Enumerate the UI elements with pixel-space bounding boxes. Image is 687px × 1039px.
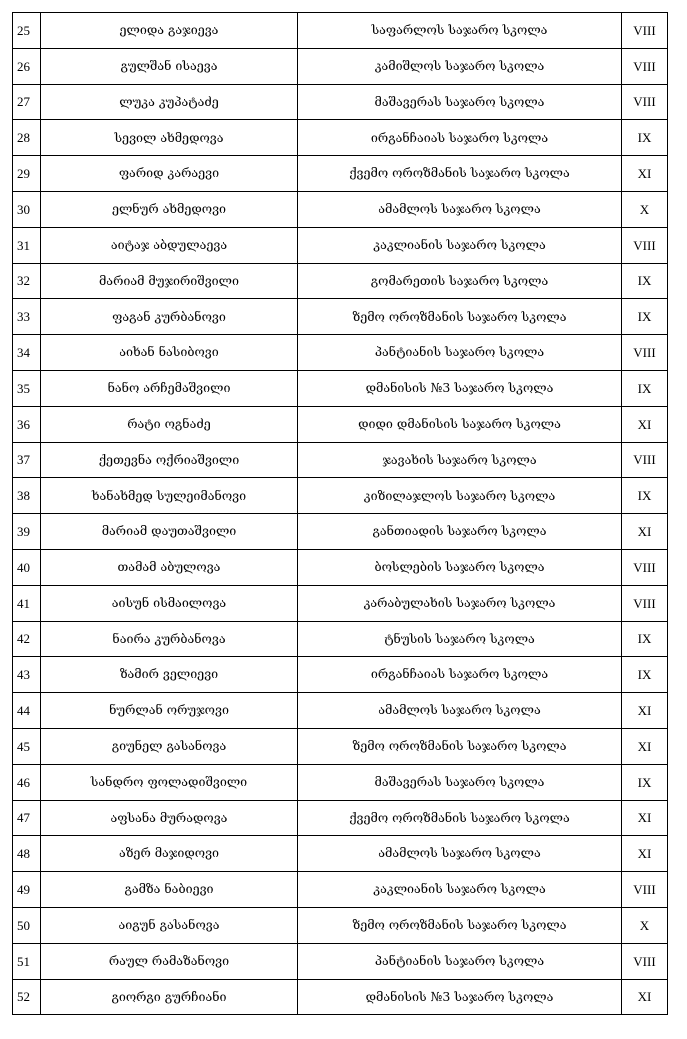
table-row <box>13 728 668 764</box>
row-number-cell: 33 <box>13 299 41 335</box>
grade-cell: XI <box>622 406 668 442</box>
student-name-cell: ქეთევნა ოქრიაშვილი <box>41 442 298 478</box>
table-row <box>13 335 668 371</box>
grade-cell: IX <box>622 299 668 335</box>
grade-cell: X <box>622 907 668 943</box>
grade-cell: VIII <box>622 442 668 478</box>
table-row <box>13 836 668 872</box>
table-row <box>13 370 668 406</box>
school-name-cell: კაკლიანის საჯარო სკოლა <box>298 872 622 908</box>
school-name-cell: მაშავერას საჯარო სკოლა <box>298 84 622 120</box>
student-name-cell: მარიამ მუჯირიშვილი <box>41 263 298 299</box>
row-number-cell: 40 <box>13 549 41 585</box>
row-number-cell: 43 <box>13 657 41 693</box>
student-name-cell: თამამ აბულოვა <box>41 549 298 585</box>
student-name-cell: გამზა ნაბიევი <box>41 872 298 908</box>
school-name-cell: ქვემო ოროზმანის საჯარო სკოლა <box>298 156 622 192</box>
school-name-cell: პანტიანის საჯარო სკოლა <box>298 943 622 979</box>
student-name-cell: მარიამ დაუთაშვილი <box>41 514 298 550</box>
student-name-cell: რატი ოგნაძე <box>41 406 298 442</box>
student-name-cell: ხანახმედ სულეიმანოვი <box>41 478 298 514</box>
school-name-cell: გომარეთის საჯარო სკოლა <box>298 263 622 299</box>
student-name-cell: რაულ რამაზანოვი <box>41 943 298 979</box>
table-row <box>13 478 668 514</box>
table-row <box>13 621 668 657</box>
grade-cell: VIII <box>622 227 668 263</box>
row-number-cell: 34 <box>13 335 41 371</box>
student-name-cell: გიორგი გურჩიანი <box>41 979 298 1015</box>
student-name-cell: აფსანა მურადოვა <box>41 800 298 836</box>
school-name-cell: ირგანჩაიას საჯარო სკოლა <box>298 657 622 693</box>
grade-cell: XI <box>622 836 668 872</box>
school-name-cell: ამამლოს საჯარო სკოლა <box>298 836 622 872</box>
grade-cell: VIII <box>622 585 668 621</box>
table-row <box>13 442 668 478</box>
row-number-cell: 26 <box>13 48 41 84</box>
student-name-cell: გიუნელ გასანოვა <box>41 728 298 764</box>
student-list-page <box>12 12 668 1015</box>
school-name-cell: საფარლოს საჯარო სკოლა <box>298 13 622 49</box>
row-number-cell: 29 <box>13 156 41 192</box>
school-name-cell: ზემო ოროზმანის საჯარო სკოლა <box>298 907 622 943</box>
student-name-cell: ნაირა კურბანოვა <box>41 621 298 657</box>
school-name-cell: ჯავახის საჯარო სკოლა <box>298 442 622 478</box>
row-number-cell: 32 <box>13 263 41 299</box>
student-name-cell: ნურლან ორუჯოვი <box>41 693 298 729</box>
school-name-cell: პანტიანის საჯარო სკოლა <box>298 335 622 371</box>
table-row <box>13 120 668 156</box>
school-name-cell: დმანისის №3 საჯარო სკოლა <box>298 370 622 406</box>
student-name-cell: აიტაჯ აბდულაევა <box>41 227 298 263</box>
student-name-cell: აიგუნ გასანოვა <box>41 907 298 943</box>
row-number-cell: 27 <box>13 84 41 120</box>
table-row <box>13 13 668 49</box>
table-row <box>13 48 668 84</box>
table-row <box>13 872 668 908</box>
table-row <box>13 84 668 120</box>
student-name-cell: გულშან ისაევა <box>41 48 298 84</box>
row-number-cell: 39 <box>13 514 41 550</box>
row-number-cell: 41 <box>13 585 41 621</box>
school-name-cell: დიდი დმანისის საჯარო სკოლა <box>298 406 622 442</box>
grade-cell: VIII <box>622 943 668 979</box>
grade-cell: IX <box>622 621 668 657</box>
student-name-cell: აისუნ ისმაილოვა <box>41 585 298 621</box>
row-number-cell: 45 <box>13 728 41 764</box>
student-name-cell: სევილ ახმედოვა <box>41 120 298 156</box>
row-number-cell: 52 <box>13 979 41 1015</box>
student-name-cell: ზამირ ველიევი <box>41 657 298 693</box>
student-table-body <box>13 13 668 1015</box>
school-name-cell: ქვემო ოროზმანის საჯარო სკოლა <box>298 800 622 836</box>
student-name-cell: ნანო არჩემაშვილი <box>41 370 298 406</box>
grade-cell: XI <box>622 979 668 1015</box>
school-name-cell: ამამლოს საჯარო სკოლა <box>298 693 622 729</box>
grade-cell: IX <box>622 478 668 514</box>
grade-cell: XI <box>622 693 668 729</box>
school-name-cell: ირგანჩაიას საჯარო სკოლა <box>298 120 622 156</box>
row-number-cell: 30 <box>13 191 41 227</box>
student-name-cell: აიხან ნასიბოვი <box>41 335 298 371</box>
school-name-cell: ზემო ოროზმანის საჯარო სკოლა <box>298 299 622 335</box>
table-row <box>13 943 668 979</box>
grade-cell: XI <box>622 800 668 836</box>
row-number-cell: 47 <box>13 800 41 836</box>
school-name-cell: ზემო ოროზმანის საჯარო სკოლა <box>298 728 622 764</box>
row-number-cell: 49 <box>13 872 41 908</box>
grade-cell: XI <box>622 728 668 764</box>
student-table <box>12 12 668 1015</box>
grade-cell: IX <box>622 764 668 800</box>
school-name-cell: ტნუსის საჯარო სკოლა <box>298 621 622 657</box>
row-number-cell: 50 <box>13 907 41 943</box>
student-name-cell: ფარიდ კარაევი <box>41 156 298 192</box>
row-number-cell: 25 <box>13 13 41 49</box>
row-number-cell: 28 <box>13 120 41 156</box>
school-name-cell: კიზილაჯლოს საჯარო სკოლა <box>298 478 622 514</box>
row-number-cell: 46 <box>13 764 41 800</box>
school-name-cell: ბოსლების საჯარო სკოლა <box>298 549 622 585</box>
student-name-cell: ელნურ ახმედოვი <box>41 191 298 227</box>
table-row <box>13 764 668 800</box>
row-number-cell: 44 <box>13 693 41 729</box>
student-name-cell: აზერ მაჯიდოვი <box>41 836 298 872</box>
table-row <box>13 406 668 442</box>
grade-cell: VIII <box>622 48 668 84</box>
grade-cell: XI <box>622 514 668 550</box>
grade-cell: IX <box>622 263 668 299</box>
row-number-cell: 35 <box>13 370 41 406</box>
school-name-cell: მაშავერას საჯარო სკოლა <box>298 764 622 800</box>
table-row <box>13 156 668 192</box>
table-row <box>13 907 668 943</box>
school-name-cell: კაკლიანის საჯარო სკოლა <box>298 227 622 263</box>
school-name-cell: ამამლოს საჯარო სკოლა <box>298 191 622 227</box>
table-row <box>13 514 668 550</box>
grade-cell: VIII <box>622 13 668 49</box>
grade-cell: IX <box>622 370 668 406</box>
grade-cell: VIII <box>622 84 668 120</box>
row-number-cell: 38 <box>13 478 41 514</box>
table-row <box>13 191 668 227</box>
student-name-cell: სანდრო ფოლადიშვილი <box>41 764 298 800</box>
table-row <box>13 693 668 729</box>
table-row <box>13 585 668 621</box>
row-number-cell: 48 <box>13 836 41 872</box>
table-row <box>13 979 668 1015</box>
grade-cell: VIII <box>622 335 668 371</box>
table-row <box>13 227 668 263</box>
school-name-cell: კარაბულახის საჯარო სკოლა <box>298 585 622 621</box>
student-name-cell: ლუკა კუპატაძე <box>41 84 298 120</box>
row-number-cell: 36 <box>13 406 41 442</box>
table-row <box>13 549 668 585</box>
grade-cell: VIII <box>622 549 668 585</box>
grade-cell: XI <box>622 156 668 192</box>
row-number-cell: 37 <box>13 442 41 478</box>
table-row <box>13 800 668 836</box>
grade-cell: IX <box>622 120 668 156</box>
school-name-cell: კამიშლოს საჯარო სკოლა <box>298 48 622 84</box>
grade-cell: VIII <box>622 872 668 908</box>
grade-cell: IX <box>622 657 668 693</box>
grade-cell: X <box>622 191 668 227</box>
student-name-cell: ფაგან კურბანოვი <box>41 299 298 335</box>
student-name-cell: ელიდა გაჯიევა <box>41 13 298 49</box>
row-number-cell: 51 <box>13 943 41 979</box>
table-row <box>13 263 668 299</box>
school-name-cell: დმანისის №3 საჯარო სკოლა <box>298 979 622 1015</box>
table-row <box>13 299 668 335</box>
table-row <box>13 657 668 693</box>
row-number-cell: 42 <box>13 621 41 657</box>
school-name-cell: განთიადის საჯარო სკოლა <box>298 514 622 550</box>
row-number-cell: 31 <box>13 227 41 263</box>
